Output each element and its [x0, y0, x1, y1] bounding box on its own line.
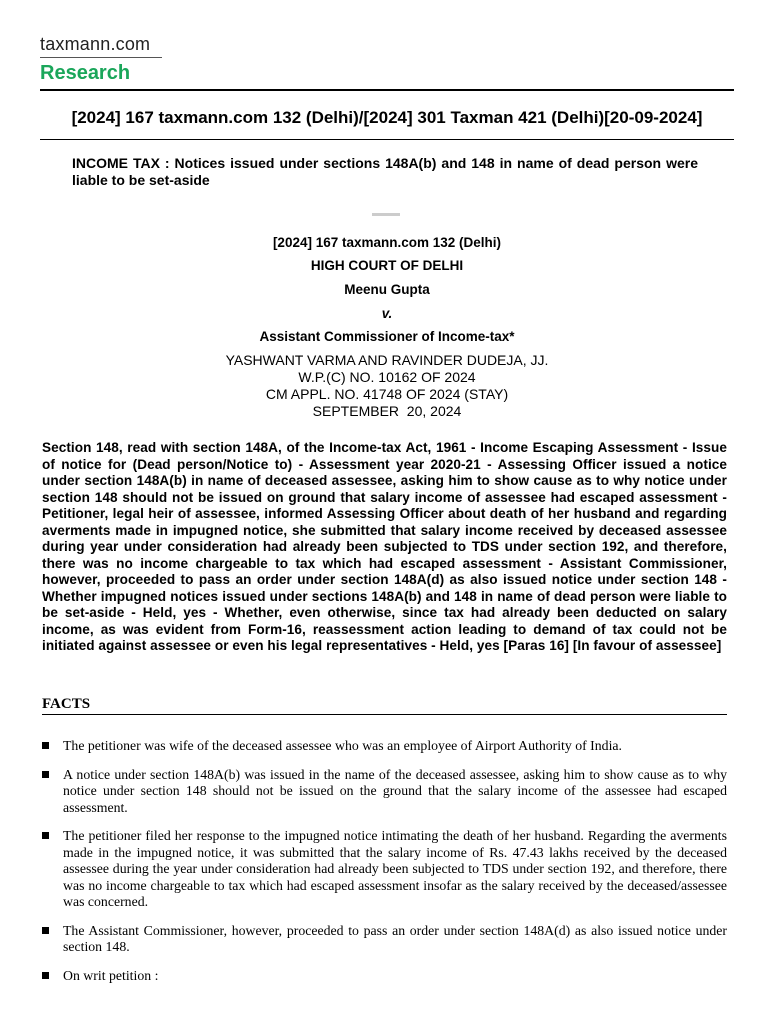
facts-list [42, 738, 727, 996]
header-rule [40, 89, 734, 91]
facts-rule [42, 714, 727, 715]
headline: INCOME TAX : Notices issued under sections 148A(b) and 148 in name of dead person were liable to be set-aside [72, 155, 698, 188]
judges-names: YASHWANT VARMA AND RAVINDER DUDEJA, JJ. [225, 352, 549, 368]
case-citation: [2024] 167 taxmann.com 132 (Delhi) [272, 235, 502, 250]
bullet-square-icon [42, 972, 49, 979]
court-name: HIGH COURT OF DELHI [310, 258, 464, 273]
brand-section-name: Research [40, 62, 131, 84]
brand-divider [40, 57, 162, 58]
case-details [40, 352, 734, 420]
petitioner-name: Meenu Gupta [344, 282, 430, 297]
petition-number: W.P.(C) NO. 10162 OF 2024 [298, 369, 476, 385]
list-item: The petitioner filed her response to the impugned notice intimating the death of her husband. Regarding the averments made in the impugned notice, it was submitted that the salary income of Rs. 47.43 lakhs received by the deceased assessee during the year under consideration had already been subjected to TDS under section 192, and therefore, there was no income chargeable to tax which had escaped assessment insofar as the salary received by the deceased/assessee was concerned. [42, 828, 727, 911]
versus-label: v. [381, 306, 393, 321]
brand-site-name: taxmann.com [40, 34, 151, 54]
list-item: On writ petition : [42, 968, 727, 985]
list-item: The petitioner was wife of the deceased assessee who was an employee of Airport Authority of India. [42, 738, 727, 755]
facts-heading: FACTS [42, 696, 91, 712]
list-item: A notice under section 148A(b) was issued in the name of the deceased assessee, asking him to show cause as to why notice under section 148 should not be issued on the ground that the salary income of the assessee had escaped assessment. [42, 767, 727, 817]
separator-dots: ▬▬▬ [372, 208, 399, 219]
bullet-square-icon [42, 771, 49, 778]
citation-rule [40, 139, 734, 140]
brand-logo [40, 33, 162, 85]
application-number: CM APPL. NO. 41748 OF 2024 (STAY) [265, 386, 509, 402]
list-item: The Assistant Commissioner, however, proceeded to pass an order under section 148A(d) as also issued notice under section 148. [42, 923, 727, 956]
bullet-square-icon [42, 832, 49, 839]
case-summary: Section 148, read with section 148A, of the Income-tax Act, 1961 - Income Escaping Assessment - Issue of notice for (Dead person/Notice to) - Assessment year 2020-21 - Assessing Officer issued a notice under section 148A(b) in name of deceased assessee, asking him to show cause as to why notice under section 148 should not be issued on ground that salary income of assessee had escaped assessment - Petitioner, legal heir of assessee, informed Assessing Officer about death of her husband and regarding averments made in impugned notice, she submitted that salary income received by deceased assessee during year under consideration had already been subjected to TDS under section 192, and therefore, there was no income chargeable to tax which had escaped assessment - Assistant Commissioner, however, proceeded to pass an order under section 148A(d) as also issued notice under section 148 - Whether impugned notices issued under sections 148A(b) and 148 in name of dead person were liable to be set-aside - Held, yes - Whether, even otherwise, since tax had already been deducted on salary income, as was evident from Form-16, reassessment action leading to demand of tax could not be initiated against assessee or even his legal representatives - Held, yes [Paras 16] [In favour of assessee] [42, 440, 727, 653]
document-citation: [2024] 167 taxmann.com 132 (Delhi)/[2024] 301 Taxman 421 (Delhi)[20-09-2024] [71, 108, 703, 127]
respondent-name: Assistant Commissioner of Income-tax* [259, 329, 515, 344]
bullet-square-icon [42, 742, 49, 749]
judgment-date: SEPTEMBER 20, 2024 [312, 403, 462, 419]
bullet-square-icon [42, 927, 49, 934]
